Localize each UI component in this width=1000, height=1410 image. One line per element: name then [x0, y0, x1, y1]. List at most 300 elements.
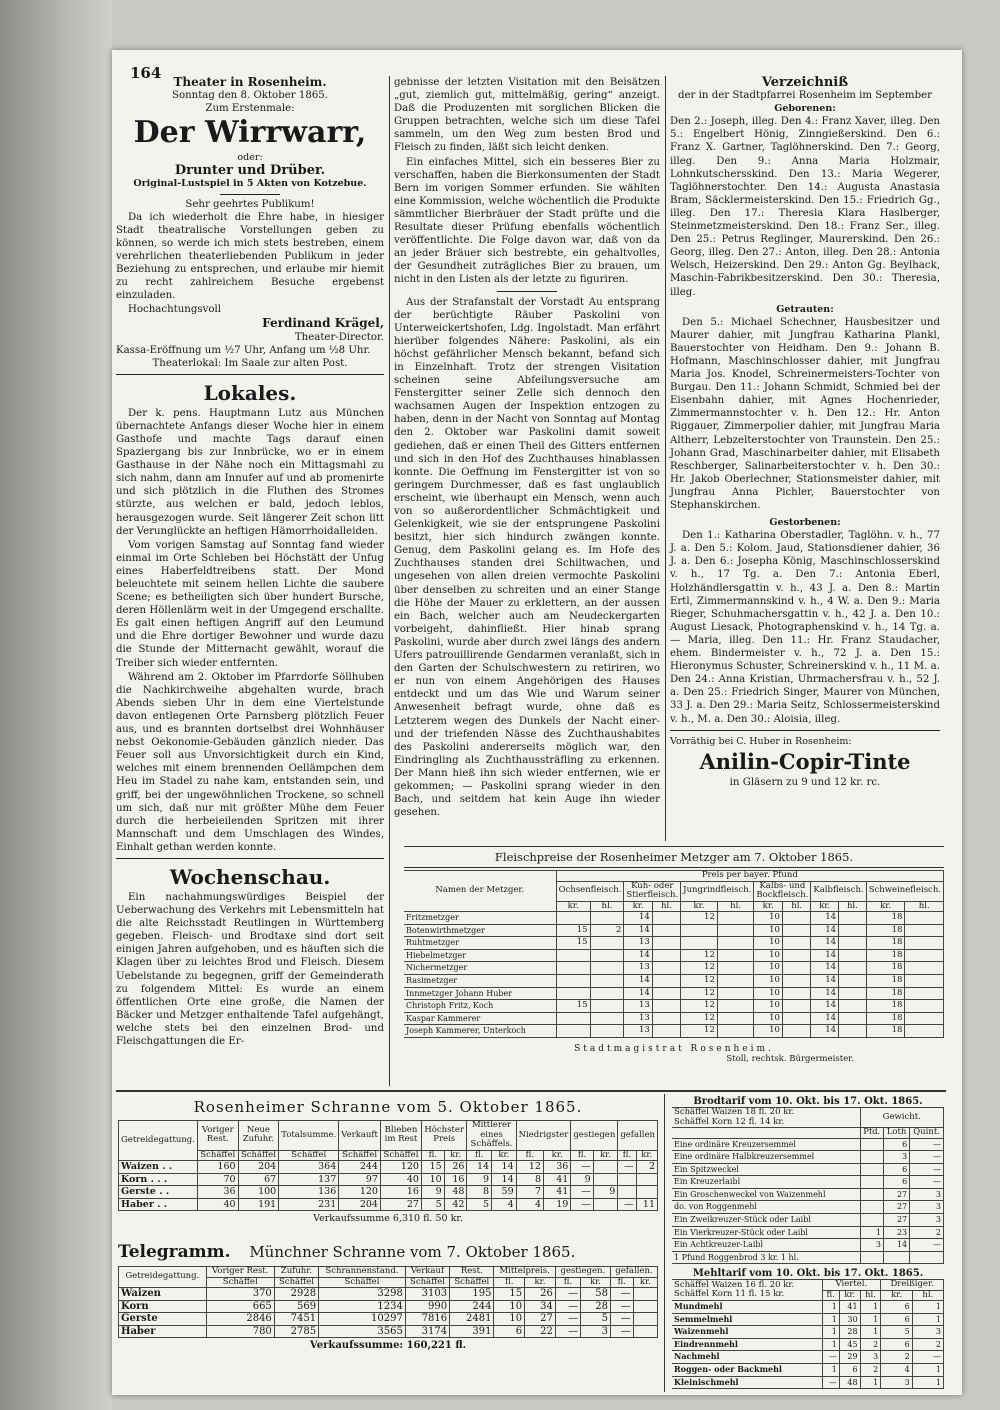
schranne-cell [618, 1173, 636, 1186]
schranne-cell: 26 [444, 1161, 467, 1174]
mehl-cell: — [822, 1351, 839, 1364]
schranne-unit: Schäffel [279, 1150, 339, 1161]
meat-price-cell: 14 [811, 974, 839, 987]
meat-price-cell: 10 [754, 1000, 783, 1013]
mehl-item: Eindrennmehl [672, 1338, 822, 1351]
mehl-cell: 6 [881, 1313, 912, 1326]
meat-price-cell [839, 1012, 867, 1025]
closing: Hochachtungsvoll [128, 304, 221, 316]
schranne-cell: 36 [543, 1161, 570, 1174]
schranne-cell: 70 [197, 1173, 238, 1186]
telegramm-cell: — [555, 1313, 580, 1326]
brod-cell: — [910, 1163, 944, 1176]
meat-price-cell [782, 937, 810, 950]
meat-price-cell: 14 [624, 924, 652, 937]
meat-unit-kr: kr. [866, 901, 905, 912]
schranne-header: Voriger Rest. [197, 1121, 238, 1151]
telegramm-cell: 3103 [405, 1288, 449, 1301]
meat-price-cell [905, 1025, 944, 1038]
schranne-cell [593, 1161, 618, 1174]
meat-group-header: Kalbs- und Bockfleisch. [754, 881, 811, 901]
telegramm-cell: 58 [581, 1288, 611, 1301]
telegramm-cell: 569 [274, 1300, 318, 1313]
telegramm-title: Telegramm. [118, 1242, 231, 1262]
theater-date: Sonntag den 8. Oktober 1865. [171, 90, 329, 102]
meat-vendor-name: Nichermetzger [404, 962, 556, 975]
schranne-grain: Gerste . . [119, 1186, 198, 1199]
telegramm-table [118, 1266, 658, 1338]
table-row [672, 1226, 944, 1239]
meat-vendor-name: Joseph Kammerer, Unterkoch [404, 1025, 556, 1038]
schranne-price-unit: kr. [593, 1150, 618, 1161]
meat-unit-hl: hl. [717, 901, 754, 912]
schranne-unit: Schäffel [197, 1150, 238, 1161]
meat-price-cell [590, 937, 624, 950]
schranne-cell: 9 [467, 1173, 492, 1186]
meat-vendor-name: Rasimetzger [404, 974, 556, 987]
meat-price-cell: 10 [754, 912, 783, 925]
meat-price-cell: 12 [681, 912, 718, 925]
mehl-cell: 1 [912, 1376, 943, 1389]
page-number: 164 [130, 64, 162, 82]
meat-price-cell [556, 974, 590, 987]
ad-price: in Gläsern zu 9 und 12 kr. rc. [729, 776, 881, 788]
schranne-cell: 12 [516, 1161, 543, 1174]
meat-price-cell [652, 962, 680, 975]
lokales-heading: Lokales. [203, 380, 297, 405]
table-row [672, 1239, 944, 1252]
telegramm-cell: — [610, 1288, 633, 1301]
meat-price-cell: 14 [624, 987, 652, 1000]
schranne-price-unit: kr. [444, 1150, 467, 1161]
brod-title: Brodtarif vom 10. Okt. bis 17. Okt. 1865. [693, 1096, 923, 1107]
mehl-cell: 3 [912, 1326, 943, 1339]
meat-price-cell: 12 [681, 1000, 718, 1013]
meat-price-cell: 12 [681, 962, 718, 975]
meat-price-cell [652, 949, 680, 962]
telegramm-cell: 6 [494, 1325, 525, 1338]
meat-unit-hl: hl. [905, 901, 944, 912]
meat-price-cell [905, 937, 944, 950]
telegramm-cell [633, 1300, 657, 1313]
meat-price-cell [652, 1025, 680, 1038]
mehl-viertel-header: Viertel. [822, 1280, 881, 1291]
schranne-cell: 7 [516, 1186, 543, 1199]
ad-vendor: Vorräthig bei C. Huber in Rosenheim: [670, 735, 852, 747]
meat-price-cell: 14 [811, 987, 839, 1000]
meat-price-section [404, 850, 944, 1064]
telegramm-cell: 28 [581, 1300, 611, 1313]
meat-price-cell: 14 [811, 1000, 839, 1013]
mehl-cell: 41 [839, 1301, 860, 1314]
telegramm-header: gefallen. [610, 1267, 657, 1278]
schranne-price-unit: fl. [516, 1150, 543, 1161]
mehl-cell: 28 [839, 1326, 860, 1339]
play-description: Original-Lustspiel in 5 Akten von Kotzebue. [133, 178, 367, 190]
mehl-cell: 1 [822, 1326, 839, 1339]
meat-price-cell [652, 1012, 680, 1025]
mehl-cell: 1 [912, 1313, 943, 1326]
telegramm-unit: Schäffel [405, 1277, 449, 1288]
schranne-cell: 120 [380, 1161, 421, 1174]
director-name: Ferdinand Krägel, [262, 316, 384, 331]
schranne-price-unit: fl. [618, 1150, 636, 1161]
meat-price-cell: 14 [811, 924, 839, 937]
table-row [404, 1012, 944, 1025]
schranne-cell: — [571, 1161, 593, 1174]
telegramm-cell: — [610, 1300, 633, 1313]
mehl-unit: kr. [839, 1290, 860, 1301]
telegramm-price-unit: fl. [555, 1277, 580, 1288]
table-row [672, 1151, 944, 1164]
mehl-dreissiger-header: Dreißiger. [881, 1280, 944, 1291]
telegramm-cell: 370 [206, 1288, 274, 1301]
schranne-cell [618, 1186, 636, 1199]
telegramm-cell: 15 [494, 1288, 525, 1301]
meat-price-cell: 10 [754, 924, 783, 937]
schranne-unit: Schäffel [238, 1150, 279, 1161]
telegramm-cell [633, 1325, 657, 1338]
table-row [119, 1325, 658, 1338]
lokales-article-3: Während am 2. Oktober im Pfarrdorfe Söllhuben die Nachkirchweihe abgehalten wurde, brach Abends sieben Uhr in dem eine Viertelstunde davon entlegenen Orte Parnsberg plötzlich Feuer aus, und es brannten dortselbst drei Wohnhäuser nebst Oekonomie-Gebäuden gänzlich nieder. Das Feuer soll aus Unvorsichtigkeit durch ein Kind, welches mit einem brennenden Oellämpchen dem Heu im Stadel zu nahe kam, entstanden sein, und griff, bei der ungewöhnlichen Trockene, so schnell um sich, daß nur mit größter Mühe dem Feuer durch die herbeieilenden Spritzen mit ihrer Mannschaft und dem Umschlagen des Windes, Einhalt gethan werden konnte. [116, 671, 384, 853]
brod-item: Ein Groschenweckel von Waizenmehl [672, 1188, 860, 1201]
schranne-cell: 9 [593, 1186, 618, 1199]
meat-title: Fleischpreise der Rosenheimer Metzger am 7. Oktober 1865. [494, 850, 854, 864]
meat-price-cell [590, 987, 624, 1000]
schranne-header: Totalsumme. [279, 1121, 339, 1151]
meat-price-cell [652, 937, 680, 950]
mehl-line-1: Schäffel Waizen 16 fl. 20 kr. [674, 1279, 795, 1290]
schranne-cell: 15 [421, 1161, 444, 1174]
meat-price-cell [556, 949, 590, 962]
brod-cell: 3 [883, 1151, 909, 1164]
telegramm-grain: Haber [119, 1325, 207, 1338]
mehl-cell: 2 [860, 1363, 881, 1376]
brod-line-2: Schäffel Korn 12 fl. 14 kr. [674, 1116, 785, 1127]
meat-price-table [404, 870, 944, 1038]
schranne-table [118, 1120, 658, 1211]
table-row [672, 1176, 944, 1189]
telegramm-unit: Schäffel [319, 1277, 406, 1288]
meat-price-cell: 10 [754, 937, 783, 950]
meat-unit-hl: hl. [839, 901, 867, 912]
brod-cell: — [910, 1176, 944, 1189]
schranne-header: gestiegen [571, 1121, 618, 1151]
telegramm-cell: 7816 [405, 1313, 449, 1326]
meat-price-cell: 10 [754, 1025, 783, 1038]
schranne-header: Mittlerer eines Schäffels. [467, 1121, 516, 1151]
brod-cell [860, 1163, 883, 1176]
telegramm-cell: 195 [450, 1288, 494, 1301]
mehl-cell: 29 [839, 1351, 860, 1364]
schranne-cell: 11 [636, 1198, 658, 1211]
meat-price-cell [839, 962, 867, 975]
table-row [404, 949, 944, 962]
telegramm-cell: — [555, 1300, 580, 1313]
meat-price-cell: 14 [811, 1025, 839, 1038]
meat-unit-kr: kr. [681, 901, 718, 912]
meat-price-cell [905, 924, 944, 937]
schranne-cell: 4 [516, 1198, 543, 1211]
meat-price-cell: 10 [754, 987, 783, 1000]
schranne-unit: Schäffel [339, 1150, 381, 1161]
mehl-cell: 45 [839, 1338, 860, 1351]
lokales-article-2: Vom vorigen Samstag auf Sonntag fand wieder einmal im Orte Schleben bei Höchstätt der Unfug eines Haberfeldtreibens statt. Der Mond beleuchtete mit seinem hellen Lichte die saubere Scene; es betheiligten sich über hundert Bursche, deren Höllenlärm weit in der Umgegend erschallte. Es galt einen heftigen Angriff auf den Leumund und die Ehre dortiger Bewohner und wurde dazu die Stunde der Mitternacht gewählt, worauf die Treiber sich wieder entfernten. [116, 539, 384, 669]
meat-price-cell [905, 974, 944, 987]
telegramm-cell: 10 [494, 1300, 525, 1313]
table-row [119, 1313, 658, 1326]
mehl-item: Semmelmehl [672, 1313, 822, 1326]
table-row [672, 1201, 944, 1214]
meat-price-cell [590, 949, 624, 962]
schranne-cell: 137 [279, 1173, 339, 1186]
brod-item: Ein Spitzweckel [672, 1163, 860, 1176]
mehl-cell: 1 [912, 1301, 943, 1314]
table-row [672, 1188, 944, 1201]
meat-price-cell [717, 949, 754, 962]
meat-price-cell: 14 [624, 912, 652, 925]
brod-weight-header: Gewicht. [860, 1108, 944, 1128]
meat-price-cell: 12 [681, 974, 718, 987]
theater-title: Theater in Rosenheim. [173, 75, 327, 89]
telegramm-cell [633, 1288, 657, 1301]
born-list: Den 2.: Joseph, illeg. Den 4.: Franz Xaver, illeg. Den 5.: Engelbert Hönig, Zinngießerskind. Den 6.: Franz X. Gartner, Taglöhnerskind. Den 7.: Georg, illeg. Den 9.: Anna Maria Holzmair, Lohnkutschersskind. Den 13.: Maria Wegerer, Taglöhnerstochter. Den 14.: Augusta Anastasia Bram, Säcklermeisterskind. Den 15.: Friedrich Gg., illeg. Den 17.: Theresia Klara Haslberger, Steinmetzmeisterskind. Den 18.: Franz Ser., illeg. Den 25.: Petrus Reglinger, Maurerskind. Den 26.: Georg, illeg. Den 27.: Anton, illeg. Den 28.: Antonia Welsch, Heizerskind. Den 29.: Anton Gg. Beylhack, Maschin-Fabrikbesitzerskind. Den 30.: Theresia, illeg. [670, 116, 940, 298]
meat-group-header: Kuh- oder Stierfleisch. [624, 881, 681, 901]
brod-cell [860, 1251, 883, 1264]
schranne-cell: 8 [467, 1186, 492, 1199]
brod-cell: 27 [883, 1201, 909, 1214]
brod-col-header: Pfd. [860, 1128, 883, 1139]
telegramm-cell [633, 1313, 657, 1326]
telegramm-cell: — [610, 1313, 633, 1326]
telegramm-cell: — [555, 1325, 580, 1338]
meat-vendor-name: Christoph Fritz, Koch [404, 1000, 556, 1013]
brod-cell: 2 [910, 1226, 944, 1239]
meat-price-cell [905, 912, 944, 925]
schranne-cell: — [618, 1161, 636, 1174]
schranne-cell: 5 [421, 1198, 444, 1211]
meat-price-cell: 13 [624, 962, 652, 975]
telegramm-header: Zufuhr. [274, 1267, 318, 1278]
schranne-header: Blieben im Rest [380, 1121, 421, 1151]
mehl-cell: 6 [881, 1338, 912, 1351]
schranne-total: Verkaufssumme 6,310 fl. 50 kr. [313, 1213, 463, 1225]
died-heading: Gestorbenen: [769, 517, 841, 529]
announcement: Da ich wiederholt die Ehre habe, in hiesiger Stadt theatralische Vorstellungen geben zu können, so werde ich mich stets bestreben, einem verehrlichen theaterliebenden Publikum in jeder Beziehung zu entsprechen, und erlaube mir hiemit zu recht zahlreichem Besuche ergebenst einzuladen. [116, 211, 384, 302]
brod-item: Eine ordinäre Halbkreuzersemmel [672, 1151, 860, 1164]
meat-unit-hl: hl. [590, 901, 624, 912]
telegramm-cell: 780 [206, 1325, 274, 1338]
schranne-cell: 16 [380, 1186, 421, 1199]
schranne-cell: 14 [492, 1173, 517, 1186]
meat-price-cell [652, 987, 680, 1000]
meat-price-cell [717, 1000, 754, 1013]
schranne-cell: 16 [444, 1173, 467, 1186]
meat-price-cell [590, 1012, 624, 1025]
venue-info: Theaterlokal: Im Saale zur alten Post. [152, 357, 348, 369]
table-row [672, 1376, 944, 1389]
meat-price-cell [590, 1000, 624, 1013]
mehl-cell: 4 [881, 1363, 912, 1376]
meat-price-cell [782, 912, 810, 925]
born-heading: Geborenen: [774, 103, 836, 115]
mehl-cell: 3 [860, 1351, 881, 1364]
meat-price-cell [717, 937, 754, 950]
schranne-cell: 231 [279, 1198, 339, 1211]
schranne-cell [593, 1173, 618, 1186]
mehl-cell: 1 [912, 1363, 943, 1376]
schranne-cell: 9 [571, 1173, 593, 1186]
meat-price-cell: 14 [624, 974, 652, 987]
brod-cell [860, 1176, 883, 1189]
meat-price-cell [782, 1012, 810, 1025]
brod-cell: — [910, 1151, 944, 1164]
schranne-section [118, 1098, 658, 1224]
telegramm-grain: Gerste [119, 1313, 207, 1326]
mehl-cell: 30 [839, 1313, 860, 1326]
meat-group-header: Kalbfleisch. [811, 881, 866, 901]
brod-cell: 3 [860, 1239, 883, 1252]
schranne-header: gefallen [618, 1121, 658, 1151]
mehl-item: Kleinischmehl [672, 1376, 822, 1389]
table-row [404, 962, 944, 975]
telegramm-cell: 10 [494, 1313, 525, 1326]
table-row [404, 987, 944, 1000]
brod-cell [860, 1138, 883, 1151]
mehl-item: Mundmehl [672, 1301, 822, 1314]
telegramm-price-unit: kr. [525, 1277, 556, 1288]
mehl-cell: 1 [822, 1338, 839, 1351]
schranne-cell: — [571, 1198, 593, 1211]
brod-item: Ein Kreuzerlaibl [672, 1176, 860, 1189]
table-row [672, 1313, 944, 1326]
meat-price-cell: 13 [624, 937, 652, 950]
meat-price-cell [556, 962, 590, 975]
meat-price-cell [556, 1025, 590, 1038]
meat-price-cell: 13 [624, 1000, 652, 1013]
telegramm-cell: 3565 [319, 1325, 406, 1338]
meat-price-cell [717, 912, 754, 925]
meat-price-cell: 18 [866, 1012, 905, 1025]
play-subtitle: Drunter und Drüber. [174, 163, 326, 179]
meat-vendor-name: Botenwirthmetzger [404, 924, 556, 937]
column-left [116, 76, 384, 1049]
greeting: Sehr geehrtes Publikum! [185, 198, 315, 210]
meat-vendor-name: Fritzmetzger [404, 912, 556, 925]
meat-group-header: Ochsenfleisch. [556, 881, 624, 901]
meat-price-cell: 18 [866, 1000, 905, 1013]
meat-unit-hl: hl. [782, 901, 810, 912]
telegramm-header: Mittelpreis. [494, 1267, 555, 1278]
telegramm-header: Verkauf [405, 1267, 449, 1278]
brod-cell [860, 1188, 883, 1201]
table-row [672, 1351, 944, 1364]
brod-cell [860, 1214, 883, 1227]
meat-price-cell [839, 974, 867, 987]
telegramm-unit: Schäffel [206, 1277, 274, 1288]
brod-cell: 6 [883, 1163, 909, 1176]
meat-group-header: Jungrindfleisch. [681, 881, 754, 901]
meat-price-cell [717, 974, 754, 987]
schranne-cell: 48 [444, 1186, 467, 1199]
wochenschau-article-2: Ein einfaches Mittel, sich ein besseres Bier zu verschaffen, haben die Bierkonsumenten der Stadt Bern im vorigen Sommer erfunden. Sie wählten eine Kommission, welche wöchentlich die Produkte sämmtlicher Bierbräuer der Stadt prüfte und die Resultate dieser Prüfung ebenfalls wöchentlich veröffentlichte. Die Folge davon war, daß von da an jeder Bräuer sich bestrebte, ein gehaltvolles, der Gesundheit zuträgliches Bier zu brauen, um nicht in den Listen als der letzte zu figuriren. [394, 156, 660, 286]
meat-unit-hl: hl. [652, 901, 680, 912]
telegramm-cell: 1234 [319, 1300, 406, 1313]
meat-price-cell [905, 987, 944, 1000]
schranne-cell: 136 [279, 1186, 339, 1199]
table-row [404, 1025, 944, 1038]
meat-vendor-name: Innmetzger Johann Huber [404, 987, 556, 1000]
mehl-unit: fl. [822, 1290, 839, 1301]
meat-price-cell: 13 [624, 1025, 652, 1038]
meat-price-header: Preis per bayer. Pfund [556, 871, 943, 882]
meat-price-cell: 18 [866, 974, 905, 987]
brod-cell [860, 1151, 883, 1164]
telegramm-cell: — [555, 1288, 580, 1301]
facing-page-edge [0, 0, 112, 1410]
telegramm-grain: Korn [119, 1300, 207, 1313]
mehl-cell: 1 [860, 1313, 881, 1326]
schranne-header: Höchster Preis [421, 1121, 466, 1151]
meat-price-cell: 14 [811, 1012, 839, 1025]
meat-price-cell [782, 1000, 810, 1013]
schranne-grain: Waizen . . [119, 1161, 198, 1174]
column-right [670, 76, 940, 789]
schranne-cell: 14 [467, 1161, 492, 1174]
schranne-cell [636, 1173, 658, 1186]
meat-price-cell [681, 937, 718, 950]
table-row [672, 1251, 944, 1264]
register-title: Verzeichniß [761, 75, 849, 90]
meat-price-cell: 2 [590, 924, 624, 937]
brod-item: Ein Achtkreuzer-Laibl [672, 1239, 860, 1252]
meat-price-cell [782, 1025, 810, 1038]
schranne-header: Verkauft [339, 1121, 381, 1151]
schranne-grain: Korn . . . [119, 1173, 198, 1186]
telegramm-price-unit: kr. [633, 1277, 657, 1288]
brod-line-1: Schäffel Waizen 18 fl. 20 kr. [674, 1107, 795, 1117]
telegramm-cell: 665 [206, 1300, 274, 1313]
schranne-cell: 204 [339, 1198, 381, 1211]
telegramm-header: Getreidegattung. [119, 1267, 207, 1288]
mehl-item: Nachmehl [672, 1351, 822, 1364]
meat-price-cell [652, 924, 680, 937]
schranne-cell: 4 [492, 1198, 517, 1211]
schranne-cell: 160 [197, 1161, 238, 1174]
table-row [672, 1338, 944, 1351]
table-row [119, 1161, 658, 1174]
meat-vendor-name: Hiebelmetzger [404, 949, 556, 962]
mehl-cell: — [912, 1351, 943, 1364]
brod-cell: — [910, 1239, 944, 1252]
schranne-cell: 41 [543, 1186, 570, 1199]
table-row [119, 1186, 658, 1199]
meat-price-cell [652, 912, 680, 925]
telegramm-price-unit: fl. [494, 1277, 525, 1288]
telegramm-cell: 27 [525, 1313, 556, 1326]
meat-price-cell [652, 1000, 680, 1013]
meat-price-cell [717, 1025, 754, 1038]
mehl-cell: 1 [860, 1301, 881, 1314]
brod-cell: 6 [883, 1176, 909, 1189]
schranne-cell: 40 [380, 1173, 421, 1186]
brod-cell: 3 [910, 1214, 944, 1227]
meat-price-cell [556, 1012, 590, 1025]
meat-price-cell: 13 [624, 1012, 652, 1025]
meat-price-cell [782, 962, 810, 975]
column-middle [394, 76, 660, 820]
meat-price-cell: 10 [754, 974, 783, 987]
